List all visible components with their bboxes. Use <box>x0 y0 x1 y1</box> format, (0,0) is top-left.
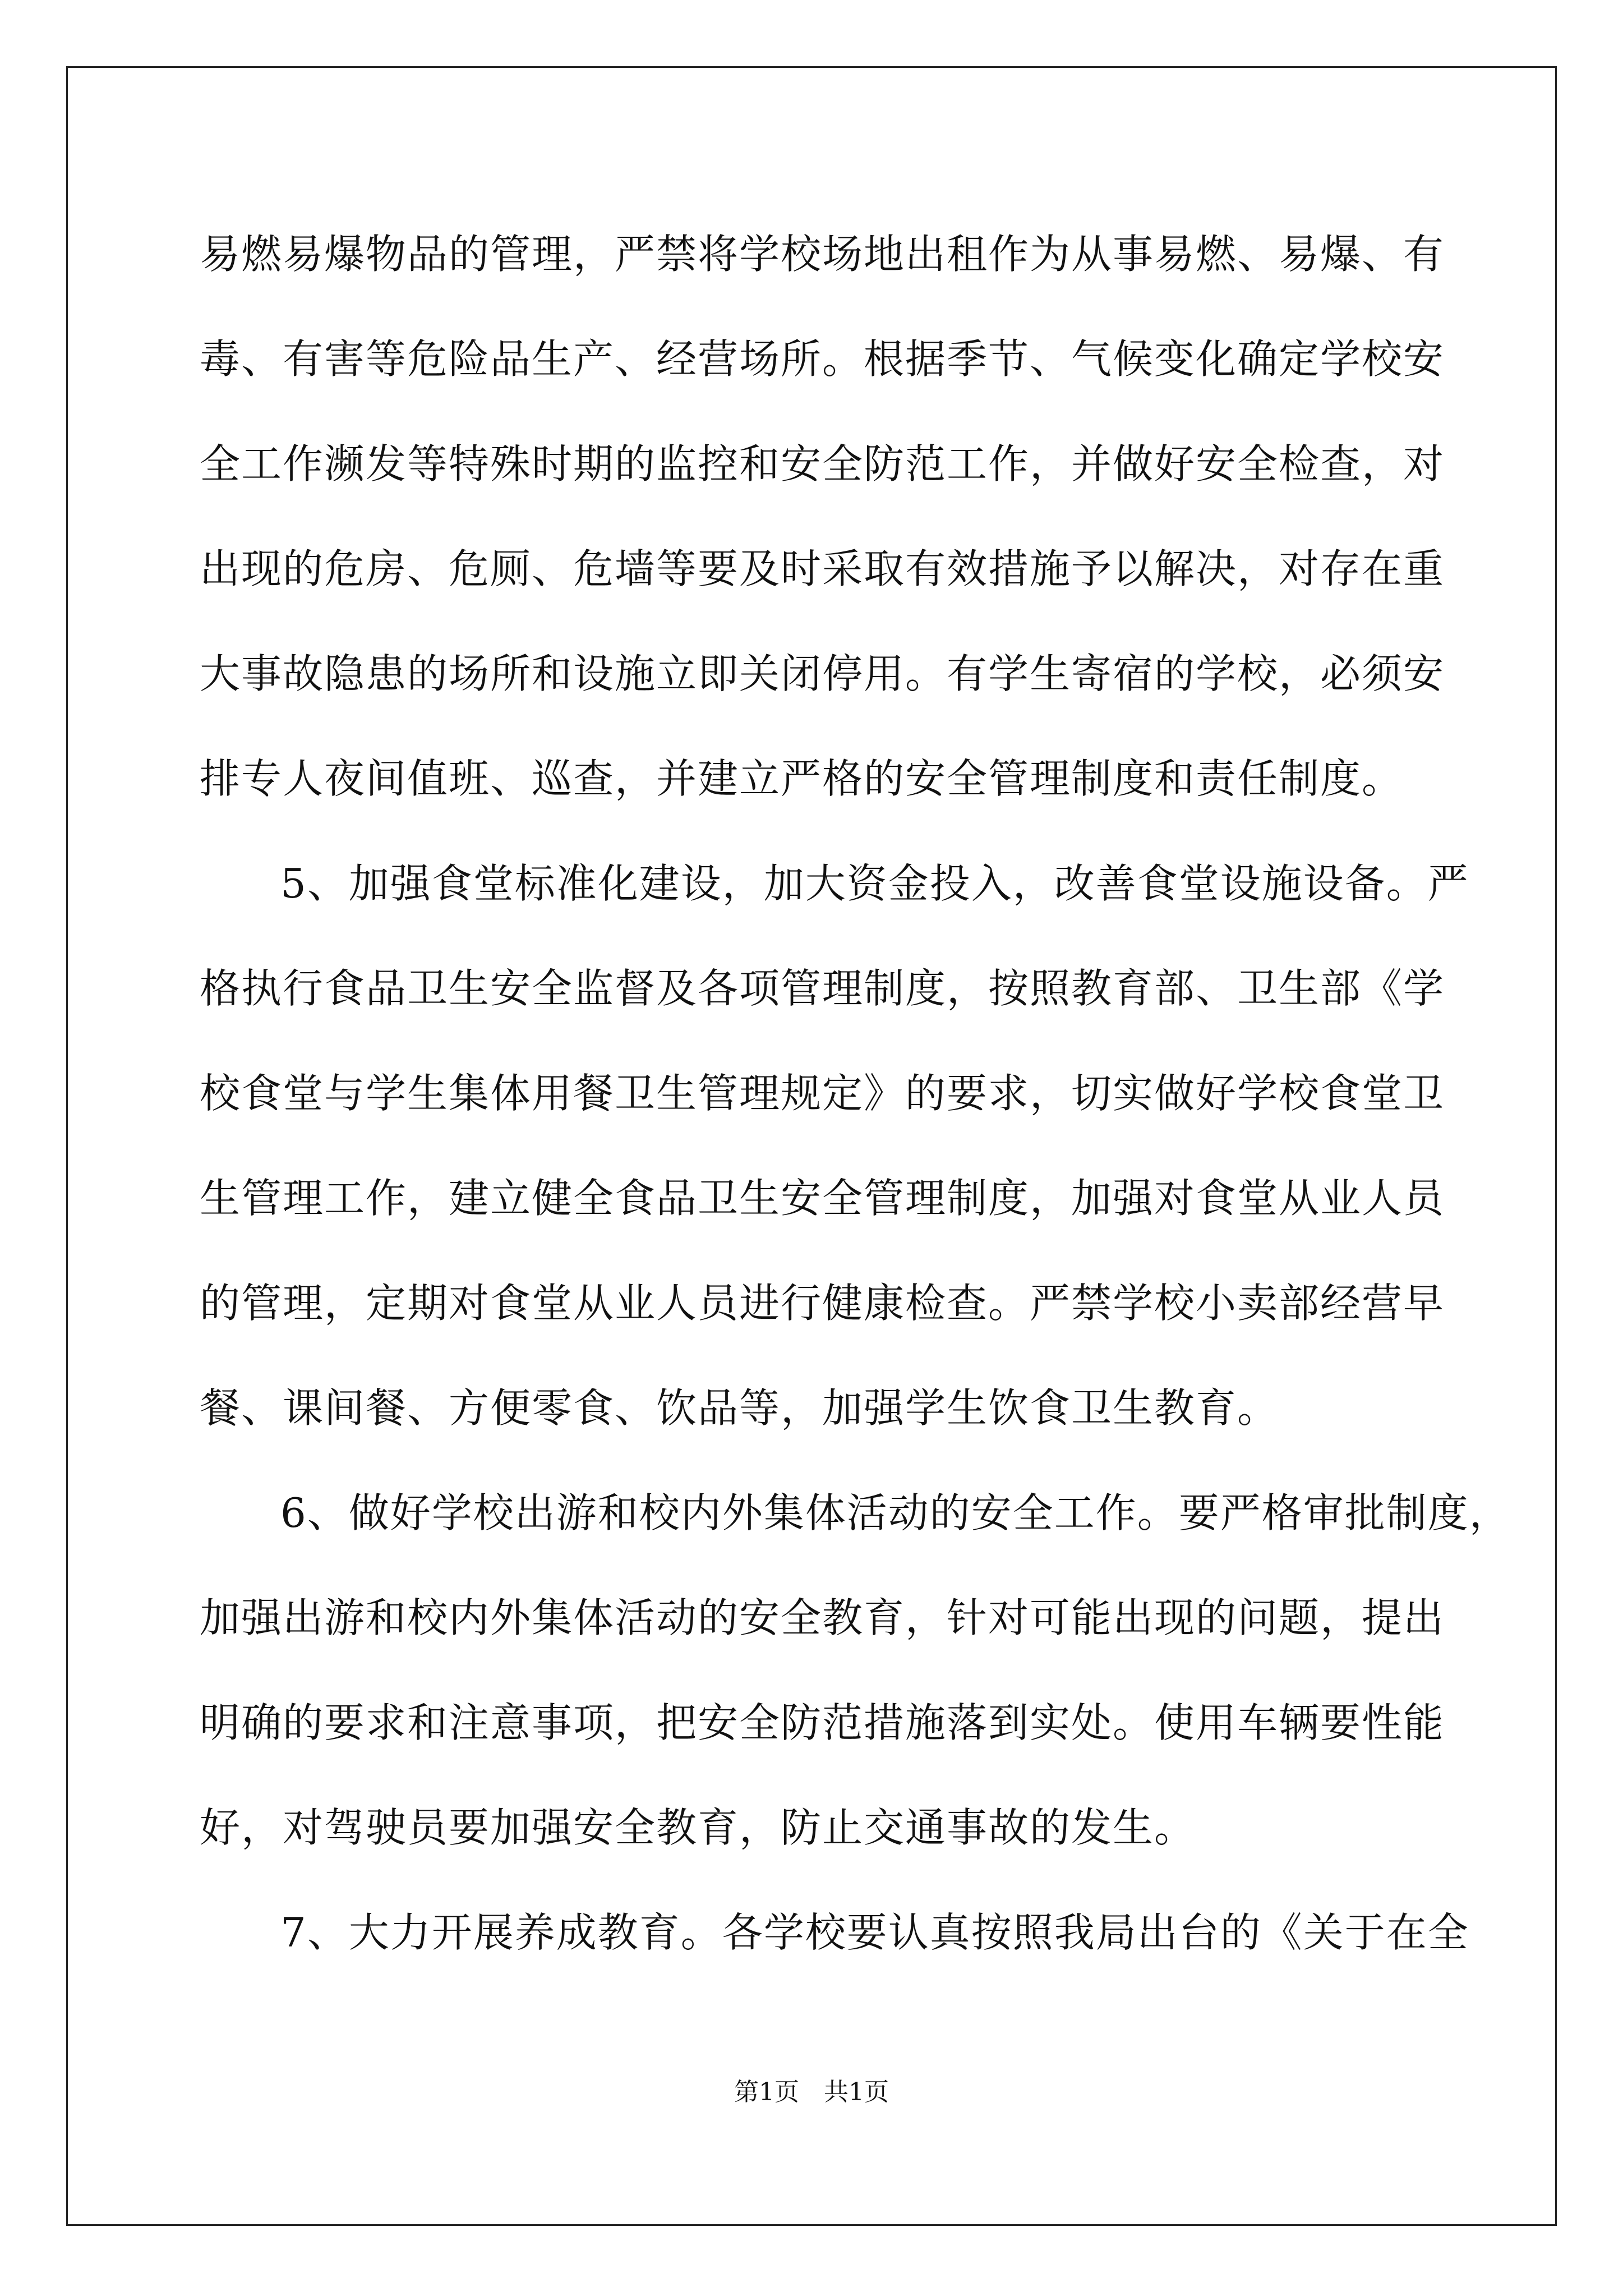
text-line: 6、做好学校出游和校内外集体活动的安全工作。要严格审批制度， <box>280 1489 1511 1536</box>
text-line: 7、大力开展养成教育。各学校要认真按照我局出台的《关于在全 <box>280 1909 1469 1956</box>
text-line: 排专人夜间值班、巡查，并建立严格的安全管理制度和责任制度。 <box>200 755 1404 802</box>
text-line: 好，对驾驶员要加强安全教育，防止交通事故的发生。 <box>200 1804 1196 1851</box>
text-line: 校食堂与学生集体用餐卫生管理规定》的要求，切实做好学校食堂卫 <box>200 1070 1445 1117</box>
text-line: 5、加强食堂标准化建设，加大资金投入，改善食堂设施设备。严 <box>280 860 1469 907</box>
text-line: 加强出游和校内外集体活动的安全教育，针对可能出现的问题，提出 <box>200 1594 1445 1641</box>
text-line: 餐、课间餐、方便零食、饮品等，加强学生饮食卫生教育。 <box>200 1384 1279 1432</box>
text-line: 毒、有害等危险品生产、经营场所。根据季节、气候变化确定学校安 <box>200 335 1445 383</box>
page-footer: 第1页 共1页 <box>734 2078 889 2106</box>
text-line: 出现的危房、危厕、危墙等要及时采取有效措施予以解决，对存在重 <box>200 545 1445 592</box>
text-line: 格执行食品卫生安全监督及各项管理制度，按照教育部、卫生部《学 <box>200 965 1445 1012</box>
text-line: 易燃易爆物品的管理，严禁将学校场地出租作为从事易燃、易爆、有 <box>200 231 1445 278</box>
text-line: 的管理，定期对食堂从业人员进行健康检查。严禁学校小卖部经营早 <box>200 1280 1445 1327</box>
text-line: 大事故隐患的场所和设施立即关闭停用。有学生寄宿的学校，必须安 <box>200 650 1445 697</box>
text-line: 明确的要求和注意事项，把安全防范措施落到实处。使用车辆要性能 <box>200 1699 1445 1746</box>
text-line: 全工作濒发等特殊时期的监控和安全防范工作，并做好安全检查，对 <box>200 440 1445 487</box>
text-line: 生管理工作，建立健全食品卫生安全管理制度，加强对食堂从业人员 <box>200 1175 1445 1222</box>
document-body <box>200 202 1511 1985</box>
